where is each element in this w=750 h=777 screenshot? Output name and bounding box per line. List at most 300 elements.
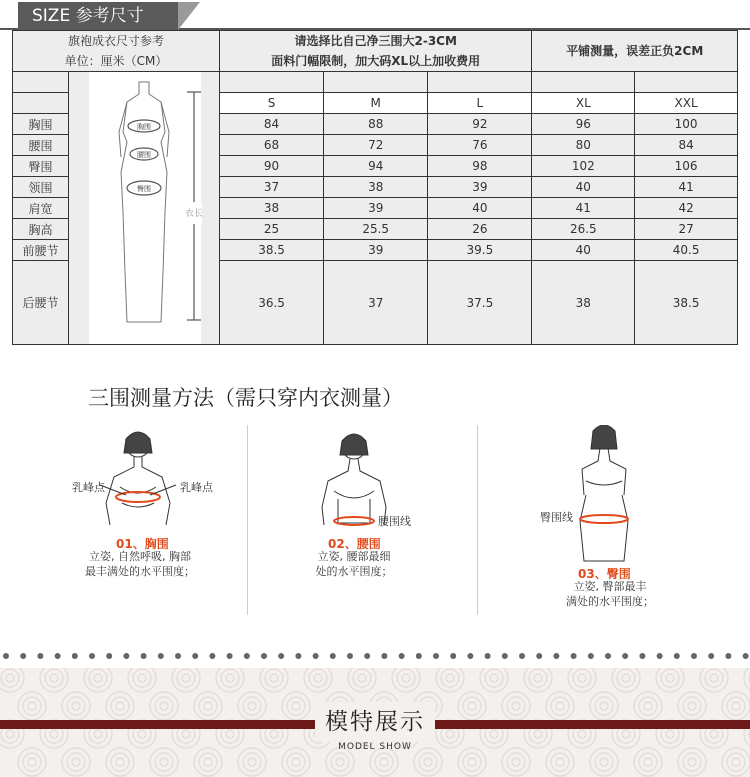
dot	[175, 653, 181, 659]
dot	[3, 653, 9, 659]
figure-cell	[69, 72, 220, 345]
cell-value: 38.5	[635, 261, 738, 345]
cloud-swirl	[446, 674, 454, 682]
cell-value: 25.5	[324, 219, 428, 240]
waist-measure-panel	[250, 425, 490, 615]
cloud-swirl	[683, 697, 701, 715]
cloud-swirl	[84, 668, 112, 692]
waist-caption-line2: 处的水平围度；	[315, 565, 393, 578]
cell-value: 84	[635, 135, 738, 156]
model-show-subtitle: MODEL SHOW	[338, 742, 412, 752]
cloud-swirl	[238, 748, 266, 776]
dot	[708, 653, 714, 659]
cloud-swirl	[40, 668, 68, 692]
cloud-swirl	[595, 697, 613, 715]
cell-value: 98	[428, 156, 532, 177]
left-title-line2: 单位：厘米（CM）	[64, 54, 168, 68]
cloud-swirl	[172, 668, 200, 692]
cloud-swirl	[314, 674, 322, 682]
cloud-swirl	[62, 692, 90, 720]
cloud-swirl	[490, 674, 498, 682]
dotted-divider	[0, 650, 750, 662]
dot	[227, 653, 233, 659]
cell-value: 106	[635, 156, 738, 177]
cell-value: 88	[324, 114, 428, 135]
cloud-swirl	[18, 748, 46, 776]
cloud-swirl	[177, 669, 195, 687]
size-tab-label: SIZE 参考尺寸	[32, 6, 144, 26]
cloud-swirl	[23, 697, 41, 715]
cell-value: 40.5	[635, 240, 738, 261]
cloud-swirl	[678, 692, 706, 720]
dot	[72, 653, 78, 659]
dot	[467, 653, 473, 659]
cloud-swirl	[732, 702, 740, 710]
cell-value: 72	[324, 135, 428, 156]
cloud-swirl	[348, 668, 376, 692]
cloud-swirl	[590, 748, 618, 776]
right-note: 平铺测量，误差正负2CM	[566, 44, 704, 58]
dot	[588, 653, 594, 659]
dot	[278, 653, 284, 659]
chest-caption-line1: 立姿, 自然呼吸, 胸部	[89, 550, 191, 563]
dot	[502, 653, 508, 659]
cloud-swirl	[128, 668, 156, 692]
cell-value: 26	[428, 219, 532, 240]
dot	[416, 653, 422, 659]
cloud-swirl	[578, 730, 586, 738]
cloud-swirl	[287, 697, 305, 715]
cloud-swirl	[722, 748, 750, 776]
hip-line-label: 臀围线	[540, 511, 573, 524]
cloud-swirl	[260, 668, 288, 692]
cloud-swirl	[50, 674, 58, 682]
cloud-swirl	[226, 730, 234, 738]
cloud-swirl	[546, 748, 574, 776]
dot	[55, 653, 61, 659]
cell-value: 39	[324, 198, 428, 219]
cell-value: 38	[220, 198, 324, 219]
dot	[433, 653, 439, 659]
cloud-swirl	[243, 697, 261, 715]
cloud-swirl	[617, 669, 635, 687]
dot	[123, 653, 129, 659]
cell-value: 38	[532, 261, 635, 345]
cloud-swirl	[732, 758, 740, 766]
dot	[158, 653, 164, 659]
row-label: 后腰节	[13, 261, 69, 345]
cloud-swirl	[116, 702, 124, 710]
empty-cell	[324, 72, 428, 93]
cell-value: 36.5	[220, 261, 324, 345]
middle-note-line1: 请选择比自己净三围大2-3CM	[294, 34, 457, 48]
chest-caption-text	[70, 549, 210, 579]
measurement-method-title: 三围测量方法（需只穿内衣测量）	[88, 386, 403, 410]
tab-corner-triangle	[178, 2, 200, 30]
cloud-swirl	[326, 748, 354, 776]
cloud-swirl	[1, 669, 19, 687]
figure-length-label: 衣长	[184, 209, 204, 219]
cloud-swirl	[116, 758, 124, 766]
cloud-swirl	[463, 753, 481, 771]
cell-value: 38.5	[220, 240, 324, 261]
cell-value: 38	[324, 177, 428, 198]
cloud-swirl	[182, 674, 190, 682]
nipple-point-left-label: 乳峰点	[72, 481, 105, 494]
cloud-swirl	[458, 748, 486, 776]
figure-chest-label: 胸围	[137, 123, 151, 131]
divider	[247, 425, 248, 615]
cloud-swirl	[468, 758, 476, 766]
cloud-swirl	[502, 748, 530, 776]
cloud-swirl	[50, 730, 58, 738]
row-label: 胸围	[13, 114, 69, 135]
table-left-title	[13, 31, 220, 72]
cloud-swirl	[683, 753, 701, 771]
cloud-swirl	[458, 692, 486, 720]
left-title-line1: 旗袍成衣尺寸参考	[67, 34, 164, 48]
cloud-swirl	[380, 758, 388, 766]
cell-value: 94	[324, 156, 428, 177]
size-header-xl: XL	[532, 93, 635, 114]
cloud-swirl	[666, 674, 674, 682]
cloud-swirl	[6, 674, 14, 682]
hip-caption-text	[550, 579, 670, 609]
cloud-swirl	[727, 753, 745, 771]
cloud-swirl	[336, 758, 344, 766]
empty-cell	[635, 72, 738, 93]
cloud-swirl	[468, 702, 476, 710]
cloud-swirl	[287, 753, 305, 771]
cloud-swirl	[133, 669, 151, 687]
cloud-swirl	[282, 748, 310, 776]
cloud-swirl	[248, 758, 256, 766]
cell-value: 68	[220, 135, 324, 156]
cloud-swirl	[512, 702, 520, 710]
cloud-swirl	[194, 692, 222, 720]
cloud-swirl	[639, 697, 657, 715]
row-label: 腰围	[13, 135, 69, 156]
dot	[89, 653, 95, 659]
cloud-swirl	[722, 692, 750, 720]
hip-figure-illustration	[488, 425, 728, 575]
cell-value: 100	[635, 114, 738, 135]
hip-measure-panel	[488, 425, 728, 615]
dot	[20, 653, 26, 659]
empty-cell	[220, 72, 324, 93]
waist-caption-line1: 立姿, 腰部最细	[317, 550, 391, 563]
cell-value: 37.5	[428, 261, 532, 345]
table-middle-note	[220, 31, 532, 72]
cell-value: 39	[324, 240, 428, 261]
waist-figure-illustration	[250, 425, 480, 535]
cloud-swirl	[688, 702, 696, 710]
cloud-swirl	[661, 669, 679, 687]
dot	[192, 653, 198, 659]
row-label: 胸高	[13, 219, 69, 240]
dot	[381, 653, 387, 659]
cloud-swirl	[622, 730, 630, 738]
cell-value: 42	[635, 198, 738, 219]
cloud-swirl	[534, 730, 542, 738]
cloud-swirl	[688, 758, 696, 766]
chest-figure-illustration	[10, 425, 250, 545]
cell-value: 96	[532, 114, 635, 135]
cloud-swirl	[226, 674, 234, 682]
cloud-swirl	[28, 758, 36, 766]
cloud-swirl	[270, 730, 278, 738]
cell-value: 92	[428, 114, 532, 135]
figure-waist-label: 腰围	[137, 151, 151, 159]
cloud-swirl	[419, 753, 437, 771]
row-label: 臀围	[13, 156, 69, 177]
cloud-swirl	[182, 730, 190, 738]
cloud-swirl	[45, 669, 63, 687]
dot	[399, 653, 405, 659]
dot	[622, 653, 628, 659]
cell-value: 40	[428, 198, 532, 219]
cloud-swirl	[485, 669, 503, 687]
cloud-swirl	[150, 748, 178, 776]
cloud-swirl	[595, 753, 613, 771]
cloud-swirl	[72, 702, 80, 710]
cloud-swirl	[556, 702, 564, 710]
cloud-swirl	[573, 669, 591, 687]
cloud-swirl	[248, 702, 256, 710]
size-table	[12, 30, 738, 345]
cloud-swirl	[463, 697, 481, 715]
cloud-swirl	[705, 669, 723, 687]
cloud-swirl	[106, 748, 134, 776]
cloud-swirl	[551, 697, 569, 715]
dot	[536, 653, 542, 659]
cloud-swirl	[155, 697, 173, 715]
cloud-swirl	[556, 758, 564, 766]
cloud-swirl	[106, 692, 134, 720]
waist-caption-text	[294, 549, 414, 579]
figure-hip-label: 臀围	[137, 185, 151, 193]
empty-cell	[13, 93, 69, 114]
cloud-swirl	[138, 674, 146, 682]
cloud-swirl	[397, 669, 415, 687]
cloud-swirl	[94, 730, 102, 738]
cloud-swirl	[634, 748, 662, 776]
cloud-swirl	[502, 692, 530, 720]
empty-cell	[428, 72, 532, 93]
cell-value: 90	[220, 156, 324, 177]
chest-measure-panel	[10, 425, 250, 615]
cloud-swirl	[402, 674, 410, 682]
cloud-swirl	[358, 674, 366, 682]
cloud-swirl	[243, 753, 261, 771]
dot	[209, 653, 215, 659]
cloud-swirl	[199, 697, 217, 715]
chest-caption-title: 01、胸围	[116, 537, 169, 551]
cloud-swirl	[67, 753, 85, 771]
cloud-swirl	[666, 730, 674, 738]
cloud-swirl	[656, 668, 684, 692]
dot	[571, 653, 577, 659]
dot	[605, 653, 611, 659]
cell-value: 39.5	[428, 240, 532, 261]
cloud-swirl	[199, 753, 217, 771]
cloud-swirl	[370, 748, 398, 776]
hip-caption-title: 03、臀围	[578, 567, 631, 581]
middle-note-line2: 面料门幅限制，加大码XL以上加收费用	[271, 54, 481, 68]
cloud-swirl	[238, 692, 266, 720]
cloud-swirl	[512, 758, 520, 766]
cloud-swirl	[23, 753, 41, 771]
dot	[261, 653, 267, 659]
cloud-swirl	[710, 730, 718, 738]
cloud-swirl	[72, 758, 80, 766]
cell-value: 39	[428, 177, 532, 198]
cell-value: 76	[428, 135, 532, 156]
size-header-s: S	[220, 93, 324, 114]
cloud-swirl	[331, 753, 349, 771]
cloud-swirl	[490, 730, 498, 738]
cloud-swirl	[204, 702, 212, 710]
cell-value: 37	[324, 261, 428, 345]
cloud-swirl	[551, 753, 569, 771]
cloud-swirl	[18, 692, 46, 720]
hip-caption-line2: 满处的水平围度；	[566, 595, 654, 608]
row-label: 前腰节	[13, 240, 69, 261]
cell-value: 41	[532, 198, 635, 219]
cloud-swirl	[160, 702, 168, 710]
cloud-swirl	[309, 669, 327, 687]
cloud-swirl	[155, 753, 173, 771]
cloud-swirl	[644, 702, 652, 710]
cloud-swirl	[292, 758, 300, 766]
cloud-swirl	[600, 758, 608, 766]
dot	[295, 653, 301, 659]
row-label: 肩宽	[13, 198, 69, 219]
cloud-swirl	[600, 702, 608, 710]
cloud-swirl	[62, 748, 90, 776]
cell-value: 26.5	[532, 219, 635, 240]
cloud-swirl	[710, 674, 718, 682]
cell-value: 25	[220, 219, 324, 240]
cloud-swirl	[150, 692, 178, 720]
cloud-swirl	[194, 748, 222, 776]
cloud-swirl	[160, 758, 168, 766]
dot	[743, 653, 749, 659]
size-header-xxl: XXL	[635, 93, 738, 114]
cloud-swirl	[282, 692, 310, 720]
dot	[347, 653, 353, 659]
cloud-swirl	[622, 674, 630, 682]
nipple-point-right-label: 乳峰点	[180, 481, 213, 494]
dot	[674, 653, 680, 659]
cloud-swirl	[375, 753, 393, 771]
cloud-swirl	[507, 753, 525, 771]
dot	[313, 653, 319, 659]
dot	[244, 653, 250, 659]
dress-figure-illustration	[69, 72, 219, 344]
cloud-swirl	[436, 668, 464, 692]
cloud-swirl	[590, 692, 618, 720]
dot	[691, 653, 697, 659]
size-tab	[18, 2, 178, 30]
dot	[657, 653, 663, 659]
cloud-swirl	[727, 697, 745, 715]
cloud-swirl	[216, 668, 244, 692]
dot	[450, 653, 456, 659]
cell-value: 102	[532, 156, 635, 177]
cloud-swirl	[270, 674, 278, 682]
cell-value: 84	[220, 114, 324, 135]
cloud-swirl	[414, 748, 442, 776]
cloud-swirl	[6, 730, 14, 738]
dot	[37, 653, 43, 659]
empty-cell	[13, 72, 69, 93]
empty-cell	[532, 72, 635, 93]
cloud-swirl	[578, 674, 586, 682]
cloud-swirl	[634, 692, 662, 720]
cloud-swirl	[221, 669, 239, 687]
cloud-swirl	[111, 697, 129, 715]
cloud-swirl	[534, 674, 542, 682]
cell-value: 80	[532, 135, 635, 156]
dot	[141, 653, 147, 659]
dot	[725, 653, 731, 659]
dot	[330, 653, 336, 659]
size-header-l: L	[428, 93, 532, 114]
cloud-swirl	[424, 758, 432, 766]
cloud-swirl	[89, 669, 107, 687]
size-header-m: M	[324, 93, 428, 114]
hip-caption-line1: 立姿, 臀部最丰	[573, 580, 647, 593]
dot	[639, 653, 645, 659]
cloud-swirl	[392, 668, 420, 692]
cloud-swirl	[138, 730, 146, 738]
cloud-swirl	[529, 669, 547, 687]
cloud-swirl	[480, 668, 508, 692]
cloud-swirl	[507, 697, 525, 715]
waist-line-label: 腰围线	[378, 515, 411, 528]
cell-value: 40	[532, 240, 635, 261]
dot	[485, 653, 491, 659]
cell-value: 37	[220, 177, 324, 198]
cloud-swirl	[546, 692, 574, 720]
cloud-swirl	[67, 697, 85, 715]
cell-value: 27	[635, 219, 738, 240]
row-label: 领围	[13, 177, 69, 198]
cell-value: 41	[635, 177, 738, 198]
cloud-swirl	[204, 758, 212, 766]
cloud-swirl	[353, 669, 371, 687]
cloud-swirl	[524, 668, 552, 692]
cloud-swirl	[304, 668, 332, 692]
size-header-bar	[0, 0, 750, 30]
divider	[477, 425, 478, 615]
cloud-swirl	[94, 674, 102, 682]
cloud-swirl	[446, 730, 454, 738]
cell-value: 40	[532, 177, 635, 198]
dot	[519, 653, 525, 659]
chest-caption-line2: 最丰满处的水平围度；	[85, 565, 195, 578]
cloud-swirl	[639, 753, 657, 771]
cloud-swirl	[111, 753, 129, 771]
cloud-swirl	[700, 668, 728, 692]
cloud-swirl	[28, 702, 36, 710]
cloud-swirl	[265, 669, 283, 687]
dot	[364, 653, 370, 659]
cloud-swirl	[612, 668, 640, 692]
waist-caption-title: 02、腰围	[328, 537, 381, 551]
cloud-swirl	[678, 748, 706, 776]
